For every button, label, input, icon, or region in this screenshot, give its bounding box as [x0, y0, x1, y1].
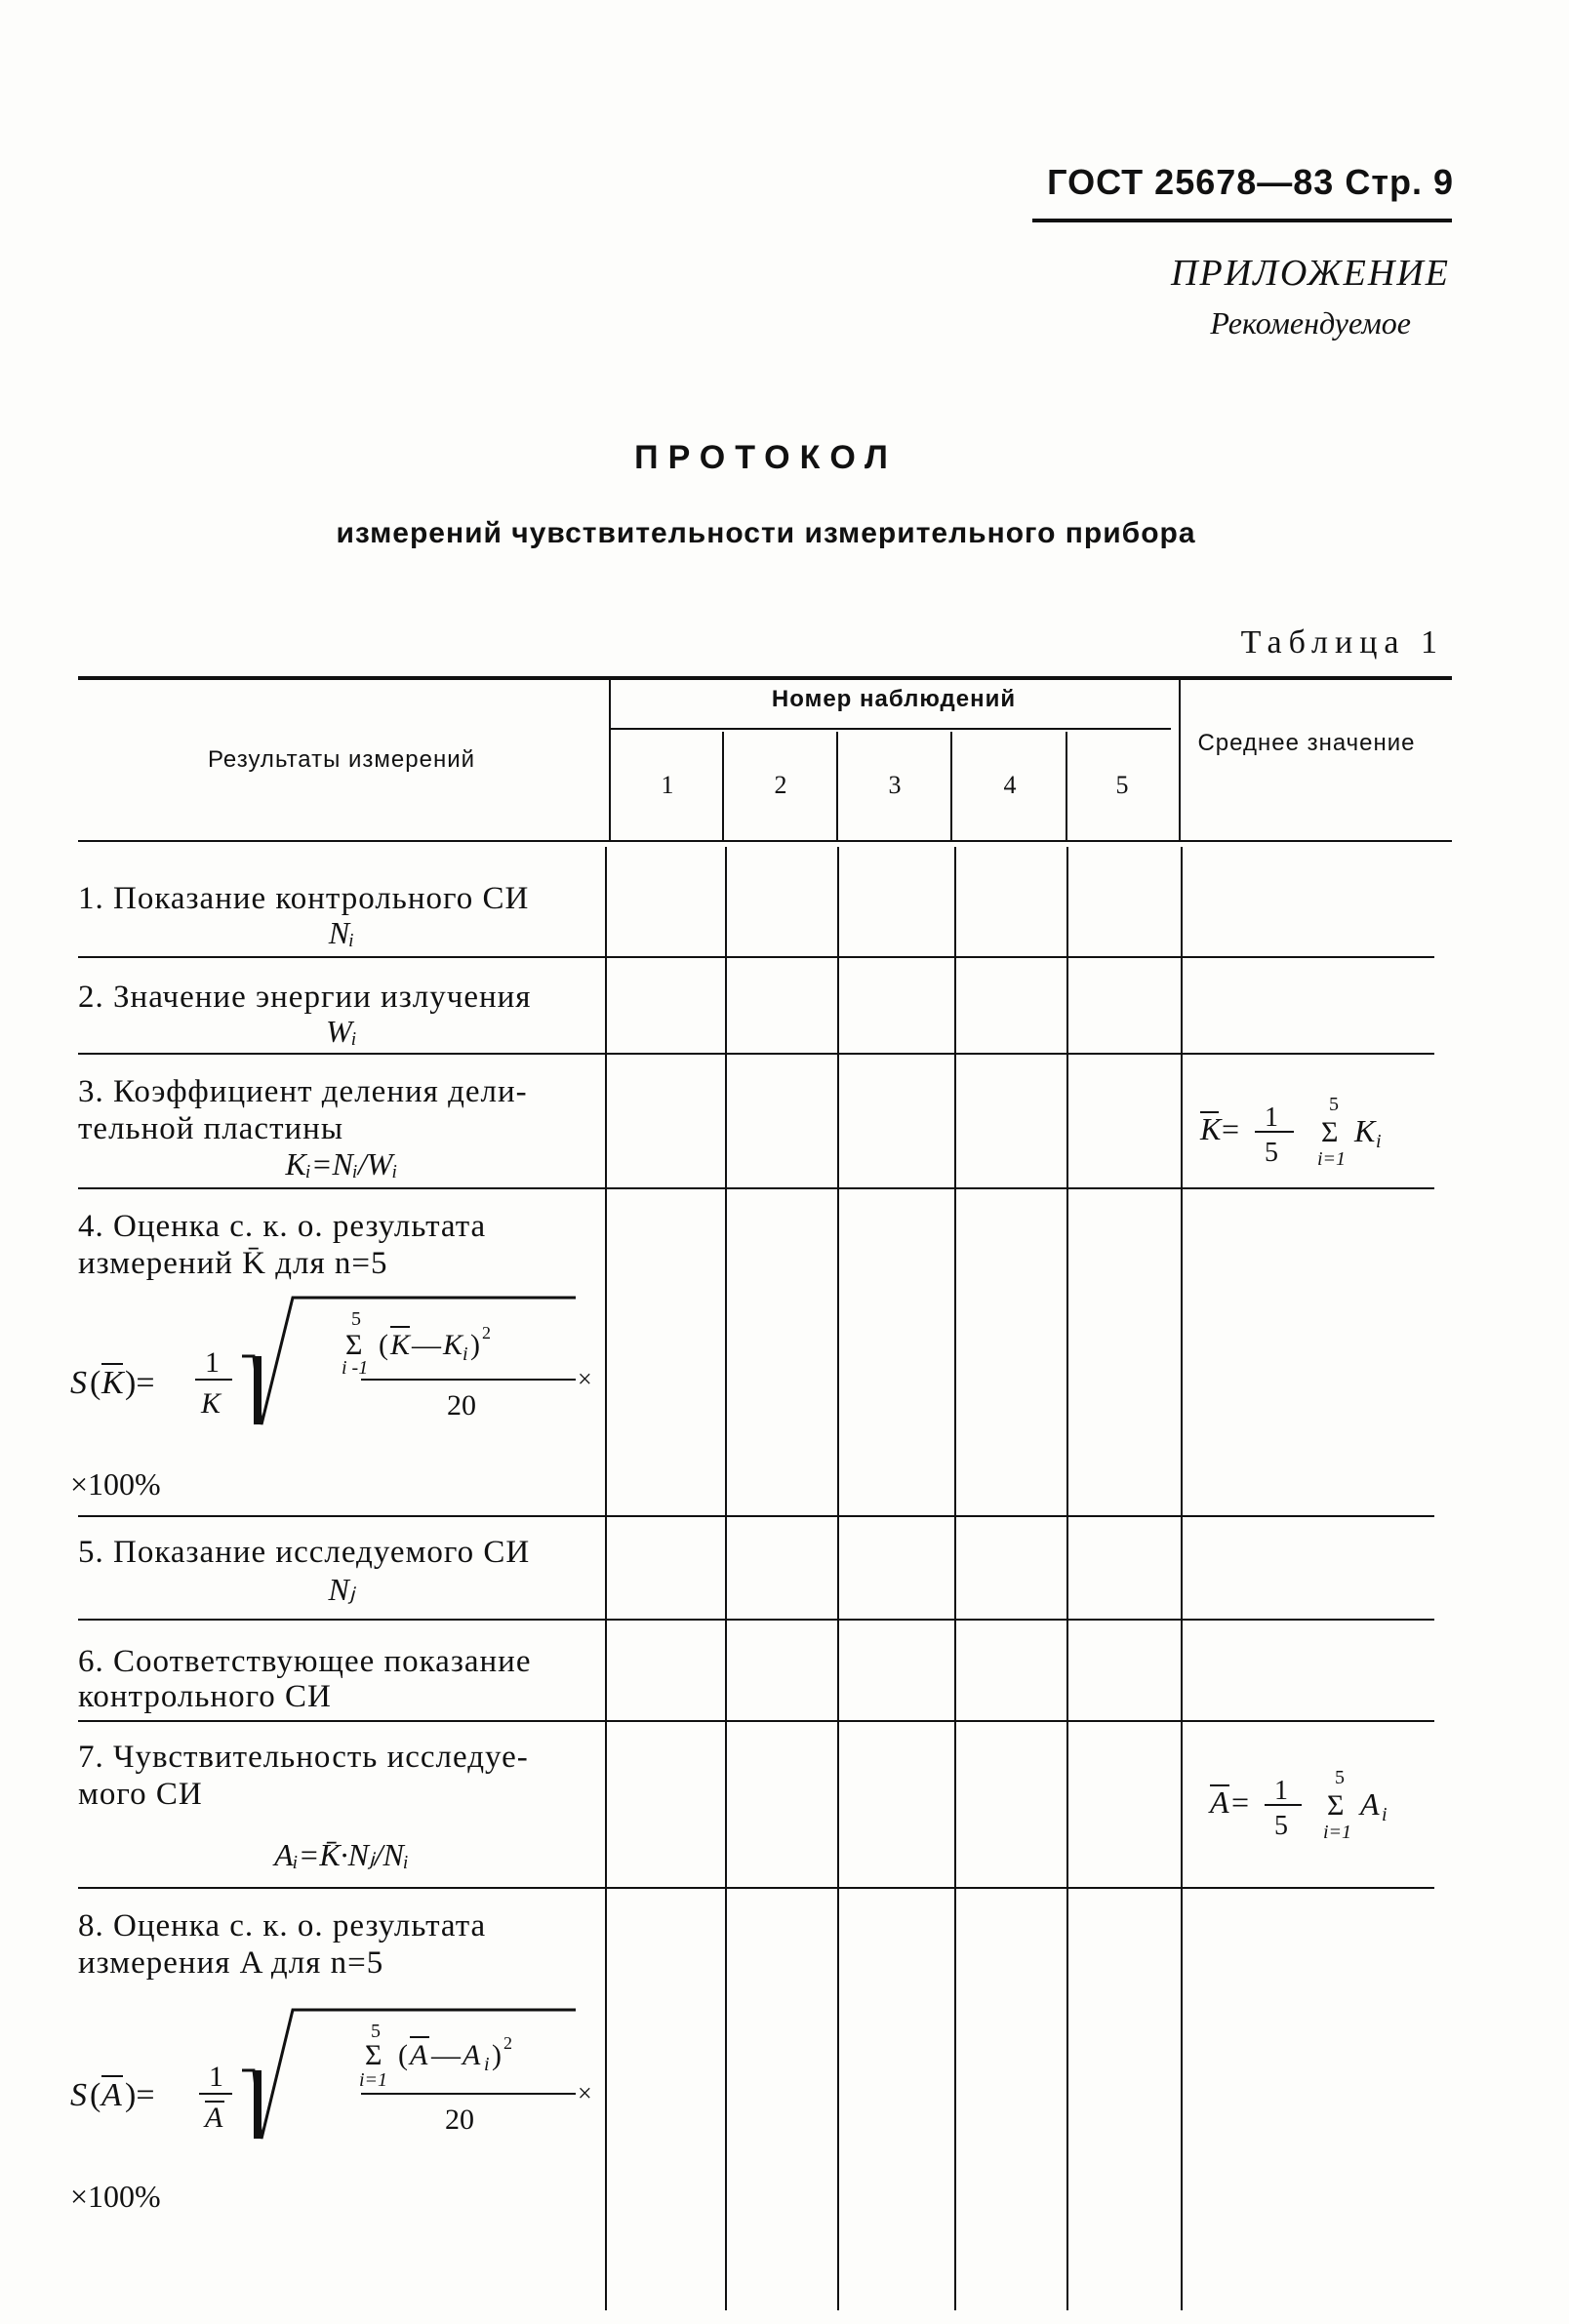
svg-text:K: K [1200, 1111, 1222, 1146]
svg-text:i: i [1376, 1131, 1382, 1152]
observation-number: 1 [661, 771, 674, 799]
row-rule [78, 1187, 1434, 1189]
row-7-label: 7. Чувствительность исследуе- [78, 1740, 529, 1775]
svg-text:—: — [412, 1329, 441, 1361]
row-rule [78, 1887, 1434, 1889]
svg-text:2: 2 [482, 1323, 491, 1342]
observation-number: 5 [1115, 771, 1129, 799]
svg-text:1: 1 [1274, 1776, 1288, 1806]
row-3-label: 3. Коэффициент деления дели- [78, 1074, 528, 1109]
svg-text:1: 1 [1265, 1102, 1278, 1133]
vrule-body [1181, 847, 1183, 2310]
header-rule [1032, 219, 1452, 222]
svg-text:i=1: i=1 [1323, 1822, 1352, 1843]
observations-column-header: Номер наблюдений [771, 686, 1017, 712]
row-rule [78, 1720, 1434, 1722]
svg-text:A: A [205, 2102, 223, 2134]
vrule-body [725, 847, 727, 2310]
document-title: ПРОТОКОЛ [634, 439, 898, 476]
vrule-body [1066, 847, 1068, 2310]
vrule-body [954, 847, 956, 2310]
row-8-label: измерения A для n=5 [78, 1945, 384, 1981]
row-rule [78, 1053, 1434, 1055]
svg-text:=: = [1231, 1784, 1250, 1820]
svg-text:=: = [1222, 1111, 1240, 1146]
page-header [976, 162, 1454, 203]
svg-text:—: — [431, 2039, 461, 2071]
svg-text:5: 5 [1335, 1767, 1345, 1788]
svg-text:5: 5 [1274, 1811, 1288, 1841]
vrule-header [1179, 680, 1181, 840]
mean-column-header: Среднее значение [1197, 730, 1416, 756]
row-4-formula [68, 1278, 605, 1503]
row-8-formula [68, 1981, 605, 2215]
row-rule [78, 1619, 1434, 1621]
svg-text:i=1: i=1 [359, 2069, 388, 2091]
svg-text:Σ: Σ [345, 1329, 363, 1361]
svg-text:i -1: i -1 [342, 1357, 369, 1379]
row-4-label: измерений K̄ для n=5 [78, 1246, 388, 1281]
svg-text:20: 20 [447, 1389, 476, 1422]
svg-text:A: A [1360, 1786, 1380, 1822]
svg-text:K: K [390, 1329, 411, 1361]
svg-text:K: K [1354, 1113, 1376, 1148]
svg-text:5: 5 [1265, 1138, 1278, 1168]
svg-text:×: × [578, 2079, 592, 2107]
svg-text:A: A [463, 2039, 481, 2071]
svg-text:(: ( [379, 1329, 388, 1361]
row-7-symbol: Aᵢ=K̄·Nⱼ/Nᵢ [274, 1837, 409, 1872]
svg-text:): ) [470, 1329, 480, 1361]
appendix-title: ПРИЛОЖЕНИЕ [1171, 253, 1450, 294]
row-7-label: мого СИ [78, 1777, 203, 1812]
row-2-symbol: Wᵢ [326, 1014, 357, 1049]
row-6-label: 6. Соответствующее показание [78, 1644, 532, 1679]
svg-text:S: S [70, 2077, 87, 2113]
vrule-header [722, 732, 724, 840]
row-3-mean-formula [1192, 1083, 1436, 1171]
svg-text:(: ( [90, 1365, 101, 1401]
vrule-header [836, 732, 838, 840]
observation-subheader-rule [611, 728, 1171, 730]
svg-text:(: ( [398, 2039, 408, 2071]
svg-text:i: i [463, 1343, 468, 1365]
svg-text:K: K [443, 1329, 463, 1361]
document-subtitle: измерений чувствительности измерительного прибора [336, 517, 1196, 549]
svg-text:1: 1 [205, 1346, 220, 1379]
row-5-symbol: Nⱼ [328, 1572, 355, 1607]
svg-text:): ) [492, 2039, 502, 2071]
vrule-header [1066, 732, 1067, 840]
svg-text:K: K [201, 1387, 221, 1420]
row-2-label: 2. Значение энергии излучения [78, 980, 532, 1015]
svg-text:i: i [1382, 1804, 1388, 1825]
svg-text:5: 5 [1329, 1094, 1339, 1115]
svg-text:K: K [101, 1365, 124, 1401]
row-rule [78, 1515, 1434, 1517]
svg-text:20: 20 [445, 2104, 474, 2136]
svg-text:Σ: Σ [365, 2039, 382, 2071]
svg-text:×100%: ×100% [70, 1466, 161, 1502]
table-top-rule [78, 676, 1452, 680]
appendix-status: Рекомендуемое [1210, 305, 1411, 341]
svg-text:)=: )= [125, 2077, 155, 2113]
row-6-label: контрольного СИ [78, 1679, 332, 1714]
vrule-body [605, 847, 607, 2310]
svg-text:i=1: i=1 [1317, 1148, 1347, 1170]
observation-number: 2 [774, 771, 787, 799]
svg-text:(: ( [90, 2077, 101, 2113]
table-header-rule [78, 840, 1452, 842]
page-number: Стр. 9 [1345, 162, 1454, 202]
svg-text:1: 1 [209, 2061, 223, 2093]
row-3-symbol: Kᵢ=Nᵢ/Wᵢ [285, 1146, 398, 1182]
svg-text:A: A [101, 2077, 122, 2113]
observation-number: 4 [1003, 771, 1017, 799]
svg-text:2: 2 [503, 2033, 512, 2053]
standard-number: ГОСТ 25678—83 [1047, 162, 1335, 202]
svg-text:A: A [1210, 1784, 1229, 1820]
row-4-label: 4. Оценка с. к. о. результата [78, 1209, 487, 1244]
observation-number: 3 [888, 771, 902, 799]
svg-text:5: 5 [371, 2021, 381, 2042]
row-5-label: 5. Показание исследуемого СИ [78, 1535, 531, 1570]
row-8-label: 8. Оценка с. к. о. результата [78, 1908, 487, 1943]
results-column-header: Результаты измерений [207, 746, 476, 773]
row-rule [78, 956, 1434, 958]
svg-text:5: 5 [351, 1308, 361, 1330]
vrule-header [950, 732, 952, 840]
svg-text:A: A [410, 2039, 428, 2071]
table-label: Таблица 1 [1240, 624, 1444, 661]
svg-text:×100%: ×100% [70, 2179, 161, 2214]
svg-text:S: S [70, 1365, 87, 1401]
svg-text:Σ: Σ [1327, 1789, 1345, 1822]
row-7-mean-formula [1192, 1756, 1436, 1844]
svg-text:×: × [578, 1365, 592, 1393]
svg-text:)=: )= [125, 1365, 155, 1401]
vrule-body [837, 847, 839, 2310]
row-1-symbol: Nᵢ [328, 915, 355, 950]
svg-text:Σ: Σ [1321, 1116, 1339, 1148]
svg-text:i: i [484, 2054, 490, 2075]
row-1-label: 1. Показание контрольного СИ [78, 881, 530, 916]
row-3-label: тельной пластины [78, 1111, 343, 1146]
